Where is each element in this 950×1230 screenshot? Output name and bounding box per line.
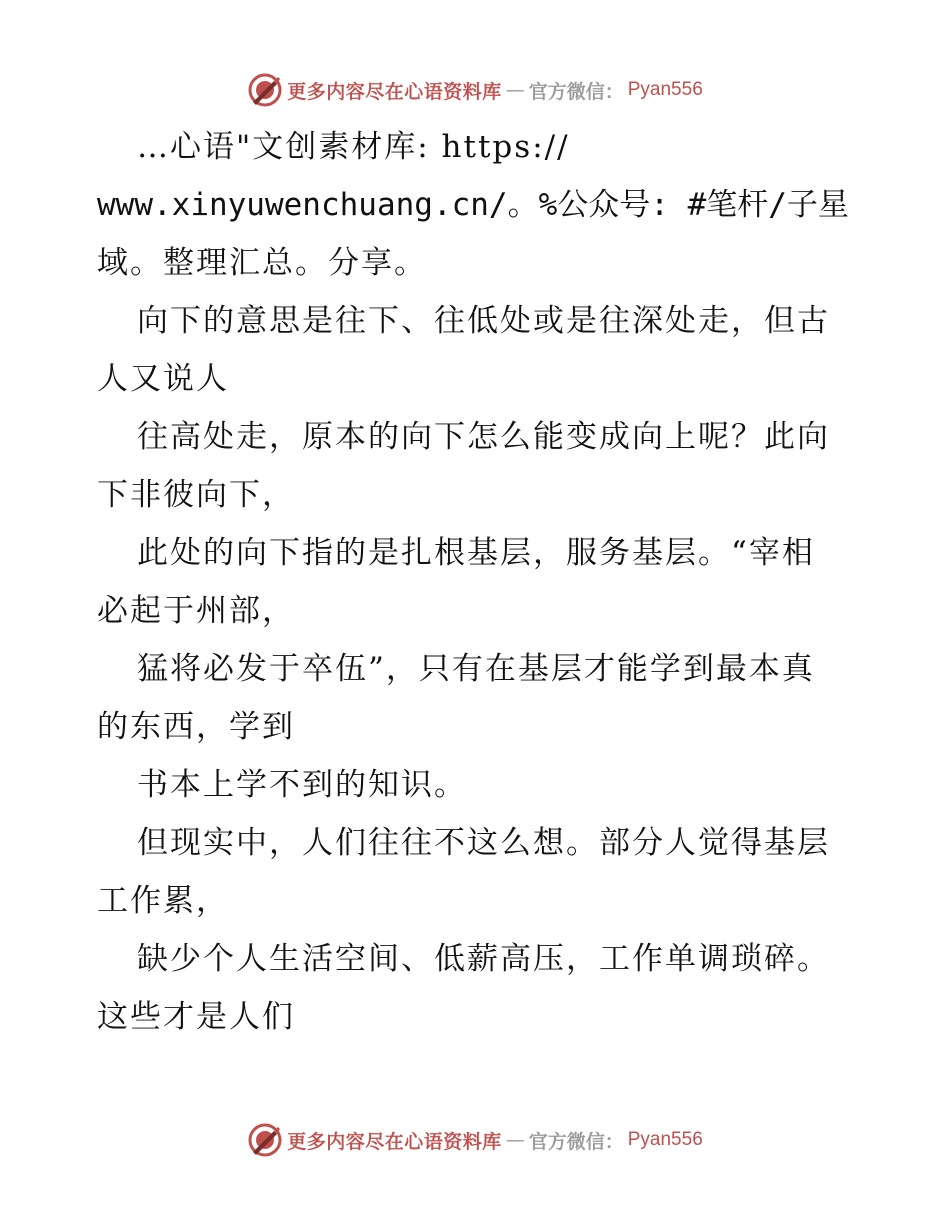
text-line: 域。整理汇总。分享。: [97, 245, 427, 281]
footer-banner-dash: —: [505, 1129, 525, 1151]
pen-logo-icon: [247, 1122, 283, 1158]
text-line: 猛将必发于卒伍”，只有在基层才能学到最本真: [137, 651, 815, 687]
text-line: 往高处走，原本的向下怎么能变成向上呢？此向: [137, 419, 830, 455]
pen-logo-icon: [247, 72, 283, 108]
text-line: 缺少个人生活空间、低薪高压，工作单调琐碎。: [137, 941, 830, 977]
text-line: 下非彼向下，: [97, 477, 295, 513]
text-line: 这些才是人们: [97, 999, 295, 1035]
footer-banner-title: 更多内容尽在心语资料库: [287, 1130, 502, 1153]
text-line: 但现实中，人们往往不这么想。部分人觉得基层: [137, 825, 830, 861]
header-banner-dash: —: [505, 79, 525, 101]
text-line: 此处的向下指的是扎根基层，服务基层。“宰相: [137, 535, 815, 571]
footer-banner-label: 官方微信：: [528, 1130, 624, 1153]
text-line: 人又说人: [97, 361, 229, 397]
text-line: 工作累，: [97, 883, 229, 919]
document-body: [97, 118, 857, 1046]
text-line: 向下的意思是往下、往低处或是往深处走，但古: [137, 303, 830, 339]
header-banner-id: Pyan556: [627, 79, 703, 100]
text-line: 的东西，学到: [97, 709, 295, 745]
footer-banner: [0, 1120, 950, 1160]
text-line: www.xinyuwenchuang.cn/。%公众号: #笔杆/子星: [97, 187, 849, 223]
header-banner: [0, 70, 950, 110]
footer-banner-id: Pyan556: [627, 1129, 703, 1150]
header-banner-label: 官方微信：: [528, 80, 624, 103]
header-banner-title: 更多内容尽在心语资料库: [287, 80, 502, 103]
text-line: 书本上学不到的知识。: [137, 767, 467, 803]
text-line: 必起于州部，: [97, 593, 295, 629]
text-line: …心语"文创素材库: https://: [137, 129, 570, 165]
